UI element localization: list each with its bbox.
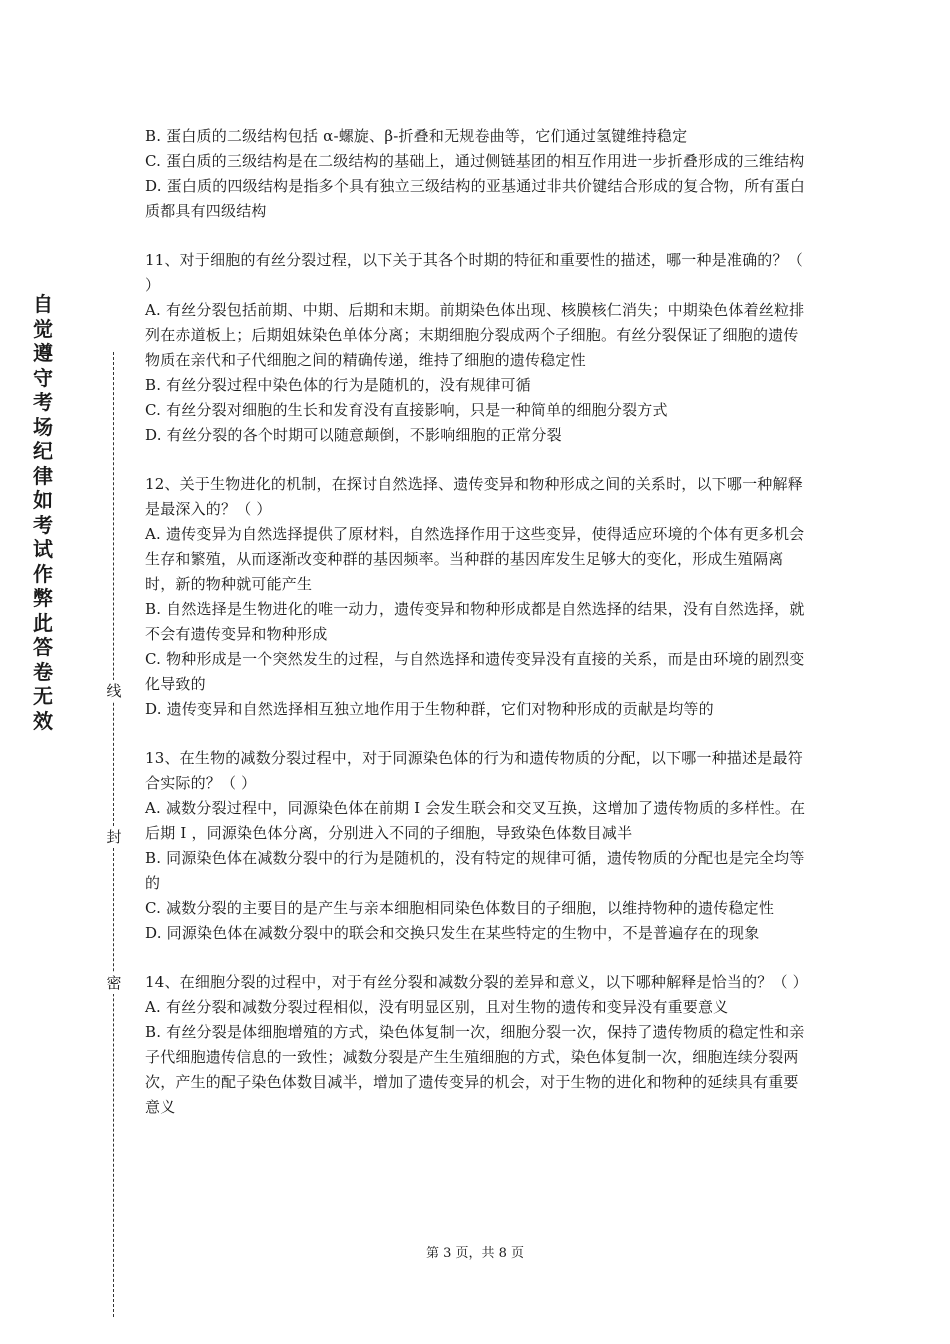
option-d: D. 蛋白质的四级结构是指多个具有独立三级结构的亚基通过非共价键结合形成的复合物，所有蛋白质都具有四级结构 — [145, 177, 806, 220]
option-c: C. 蛋白质的三级结构是在二级结构的基础上，通过侧链基团的相互作用进一步折叠形成的三维结构 — [145, 152, 805, 170]
exam-content — [145, 124, 810, 1144]
option-c: C. 有丝分裂对细胞的生长和发育没有直接影响，只是一种简单的细胞分裂方式 — [145, 401, 668, 419]
option-d: D. 有丝分裂的各个时期可以随意颠倒，不影响细胞的正常分裂 — [145, 426, 562, 444]
question-stem: 14、在细胞分裂的过程中，对于有丝分裂和减数分裂的差异和意义，以下哪种解释是恰当的？（ ） — [145, 973, 808, 991]
question-10-continued — [145, 124, 810, 224]
option-a: A. 有丝分裂和减数分裂过程相似，没有明显区别，且对生物的遗传和变异没有重要意义 — [145, 998, 729, 1016]
binding-label-secret: 密 — [104, 972, 124, 994]
question-stem: 11、对于细胞的有丝分裂过程，以下关于其各个时期的特征和重要性的描述，哪一种是准确的？（ ） — [145, 251, 803, 294]
question-14 — [145, 970, 810, 1120]
option-b: B. 有丝分裂是体细胞增殖的方式，染色体复制一次，细胞分裂一次，保持了遗传物质的稳定性和亲子代细胞遗传信息的一致性；减数分裂是产生生殖细胞的方式，染色体复制一次，细胞连续分裂两次，产生的配子染色体数目减半，增加了遗传变异的机会，对于生物的进化和物种的延续具有重要意义 — [145, 1023, 805, 1116]
option-b: B. 同源染色体在减数分裂中的行为是随机的，没有特定的规律可循，遗传物质的分配也是完全均等的 — [145, 849, 805, 892]
option-c: C. 减数分裂的主要目的是产生与亲本细胞相同染色体数目的子细胞，以维持物种的遗传稳定性 — [145, 899, 775, 917]
question-12 — [145, 472, 810, 722]
page-number-footer: 第 3 页，共 8 页 — [425, 1246, 525, 1261]
question-11 — [145, 248, 810, 448]
option-b: B. 有丝分裂过程中染色体的行为是随机的，没有规律可循 — [145, 376, 531, 394]
option-a: A. 有丝分裂包括前期、中期、后期和末期。前期染色体出现、核膜核仁消失；中期染色体着丝粒排列在赤道板上；后期姐妹染色单体分离；末期细胞分裂成两个子细胞。有丝分裂保证了细胞的遗传物质在亲代和子代细胞之间的精确传递，维持了细胞的遗传稳定性 — [145, 301, 805, 369]
question-stem: 12、关于生物进化的机制，在探讨自然选择、遗传变异和物种形成之间的关系时，以下哪一种解释是最深入的？（ ） — [145, 475, 803, 518]
option-b: B. 自然选择是生物进化的唯一动力，遗传变异和物种形成都是自然选择的结果，没有自然选择，就不会有遗传变异和物种形成 — [145, 600, 805, 643]
option-a: A. 遗传变异为自然选择提供了原材料，自然选择作用于这些变异，使得适应环境的个体有更多机会生存和繁殖，从而逐渐改变种群的基因频率。当种群的基因库发生足够大的变化，形成生殖隔离时，新的物种就可能产生 — [145, 525, 805, 593]
binding-label-seal: 封 — [104, 826, 124, 848]
option-c: C. 物种形成是一个突然发生的过程，与自然选择和遗传变异没有直接的关系，而是由环境的剧烈变化导致的 — [145, 650, 805, 693]
question-13 — [145, 746, 810, 946]
option-d: D. 遗传变异和自然选择相互独立地作用于生物种群，它们对物种形成的贡献是均等的 — [145, 700, 714, 718]
option-b: B. 蛋白质的二级结构包括 α-螺旋、β-折叠和无规卷曲等，它们通过氢键维持稳定 — [145, 127, 688, 145]
option-d: D. 同源染色体在减数分裂中的联会和交换只发生在某些特定的生物中，不是普遍存在的现象 — [145, 924, 760, 942]
binding-label-line: 线 — [104, 680, 124, 702]
exam-discipline-notice: 自觉遵守考场纪律如考试作弊此答卷无效 — [33, 292, 53, 733]
option-a: A. 减数分裂过程中，同源染色体在前期 Ⅰ 会发生联会和交叉互换，这增加了遗传物质的多样性。在后期 Ⅰ ，同源染色体分离，分别进入不同的子细胞，导致染色体数目减半 — [145, 799, 806, 842]
question-stem: 13、在生物的减数分裂过程中，对于同源染色体的行为和遗传物质的分配，以下哪一种描述是最符合实际的？（ ） — [145, 749, 803, 792]
